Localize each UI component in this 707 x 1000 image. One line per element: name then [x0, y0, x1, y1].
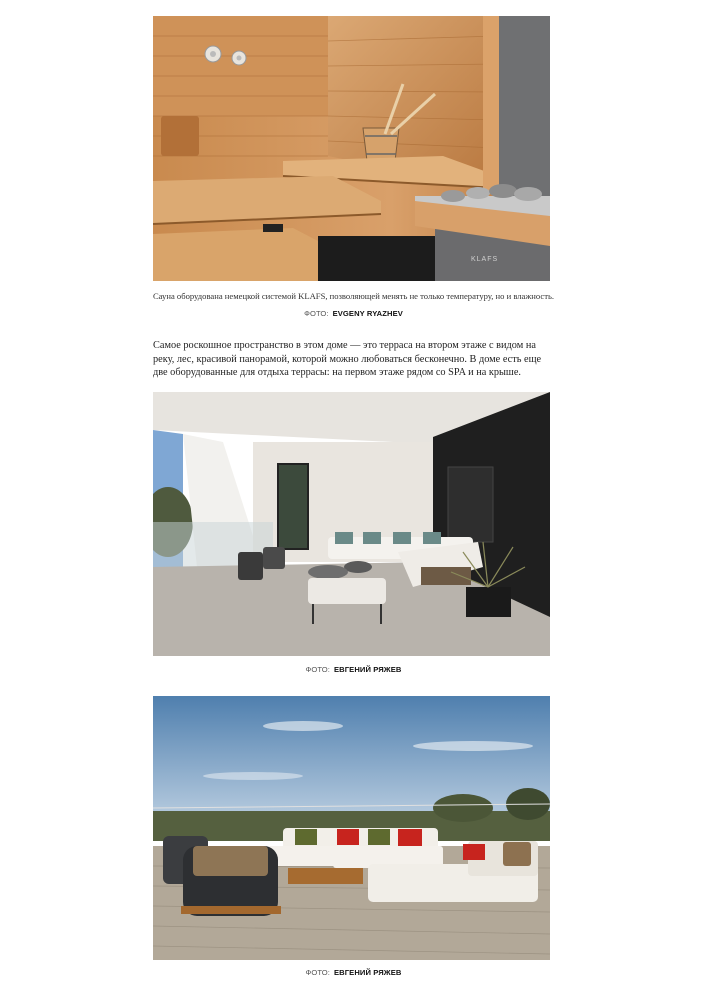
credit-name: EVGENY RYAZHEV	[332, 309, 403, 318]
sauna-photo-credit	[140, 309, 567, 319]
klafs-logo: KLAFS	[471, 256, 499, 263]
credit-name: ЕВГЕНИЙ РЯЖЕВ	[334, 665, 402, 674]
credit-label: ФОТО:	[305, 665, 330, 674]
terrace-photo-credit	[140, 665, 567, 675]
credit-name: ЕВГЕНИЙ РЯЖЕВ	[334, 968, 402, 977]
sauna-caption: Сауна оборудована немецкой системой KLAFS, позволяющей менять не только температуру, но и влажность.	[152, 291, 555, 301]
rooftop-photo-credit	[140, 968, 567, 978]
terrace-photo	[153, 392, 550, 656]
rooftop-photo	[153, 696, 550, 960]
credit-label: ФОТО:	[304, 309, 329, 318]
article-paragraph: Самое роскошное пространство в этом доме — это терраса на втором этаже с видом на реку, лес, красивой панорамой, которой можно любоваться бесконечно. В доме есть еще две оборудованные для отдыха террасы: на первом этаже рядом со SPA и на крыше.	[153, 340, 542, 378]
sauna-photo	[153, 16, 550, 281]
credit-label: ФОТО:	[305, 968, 330, 977]
